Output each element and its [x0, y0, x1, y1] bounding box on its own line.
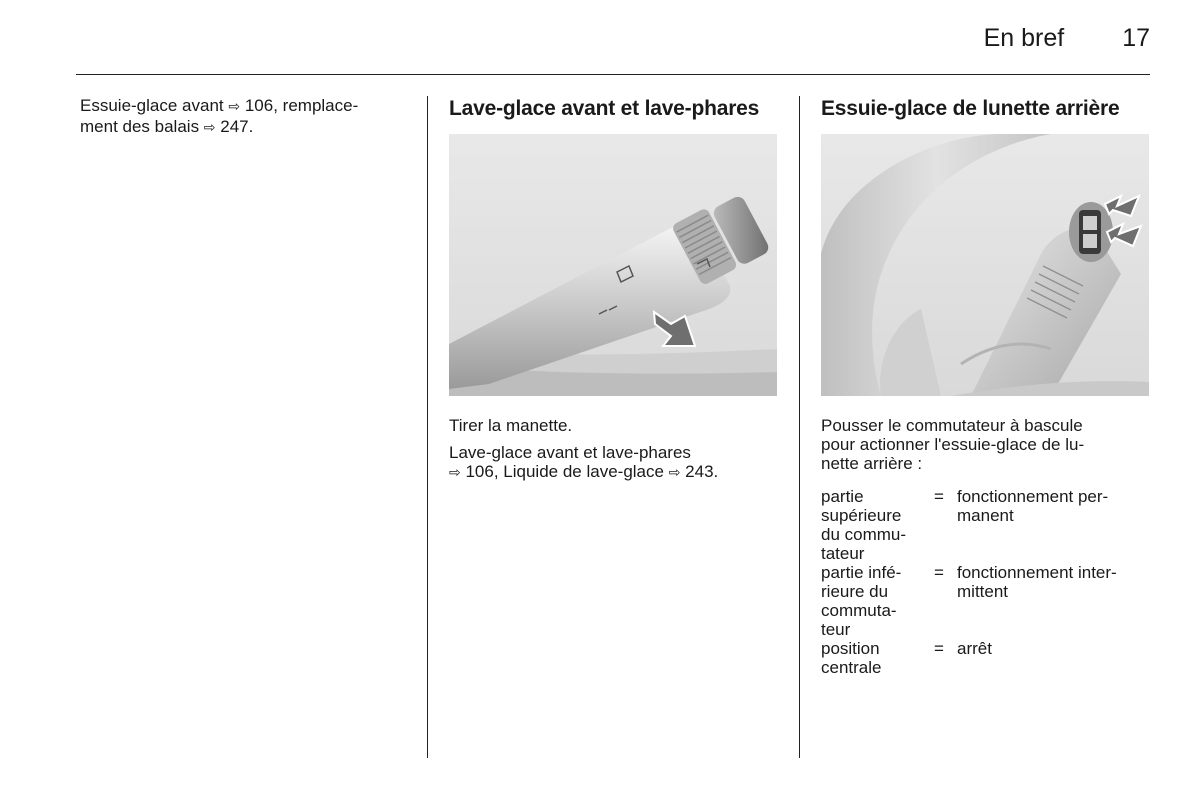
table-row: [821, 563, 1151, 639]
header-rule: [76, 74, 1150, 75]
page-ref-arrow-icon: ⇨: [203, 120, 216, 136]
page-header: [984, 24, 1150, 53]
column-divider: [427, 96, 428, 758]
position-term: position centrale: [821, 639, 882, 677]
instruction-text: Tirer la manette.: [449, 416, 573, 435]
position-description: fonctionnement inter- mittent: [957, 563, 1117, 601]
equals-sign: =: [934, 563, 944, 582]
column-3: [821, 96, 1151, 677]
column-1: [80, 96, 410, 138]
section-title-header: En bref: [983, 24, 1065, 52]
switch-positions-table: [821, 487, 1151, 677]
position-term: partie infé- rieure du commuta- teur: [821, 563, 902, 639]
page-number: 17: [1122, 24, 1150, 52]
position-description: arrêt: [957, 639, 992, 658]
rear-wiper-rocker-icon: [821, 134, 1149, 396]
column-2: [449, 96, 779, 483]
page-ref-link[interactable]: 243: [685, 462, 714, 481]
column-divider: [799, 96, 800, 758]
table-row: [821, 639, 1151, 677]
page-ref-arrow-icon: ⇨: [449, 465, 461, 481]
position-description: fonctionnement per- manent: [957, 487, 1109, 525]
table-row: [821, 487, 1151, 563]
section-heading: Essuie-glace de lunette arrière: [821, 97, 1120, 120]
rear-wiper-illustration: [821, 134, 1149, 396]
washer-reference-paragraph: Lave-glace avant et lave-phares ⇨ 106, Liquide de lave-glace ⇨ 243.: [449, 443, 719, 481]
equals-sign: =: [934, 639, 944, 658]
section-heading: Lave-glace avant et lave-phares: [449, 97, 760, 120]
equals-sign: =: [934, 487, 944, 506]
position-term: partie supérieure du commu- tateur: [821, 487, 907, 563]
page-ref-link[interactable]: 106: [244, 96, 274, 115]
wiper-reference-paragraph: Essuie-glace avant ⇨ 106, remplace- ment des balais ⇨ 247.: [80, 96, 359, 136]
page-ref-arrow-icon: ⇨: [668, 465, 681, 481]
page-ref-link[interactable]: 106: [465, 462, 494, 481]
page-ref-arrow-icon: ⇨: [228, 99, 241, 115]
wiper-stalk-pull-icon: [449, 134, 777, 396]
washer-lever-illustration: [449, 134, 777, 396]
page-ref-link[interactable]: 247: [220, 117, 249, 136]
intro-paragraph: Pousser le commutateur à bascule pour actionner l'essuie-glace de lu- nette arrière :: [821, 416, 1085, 473]
